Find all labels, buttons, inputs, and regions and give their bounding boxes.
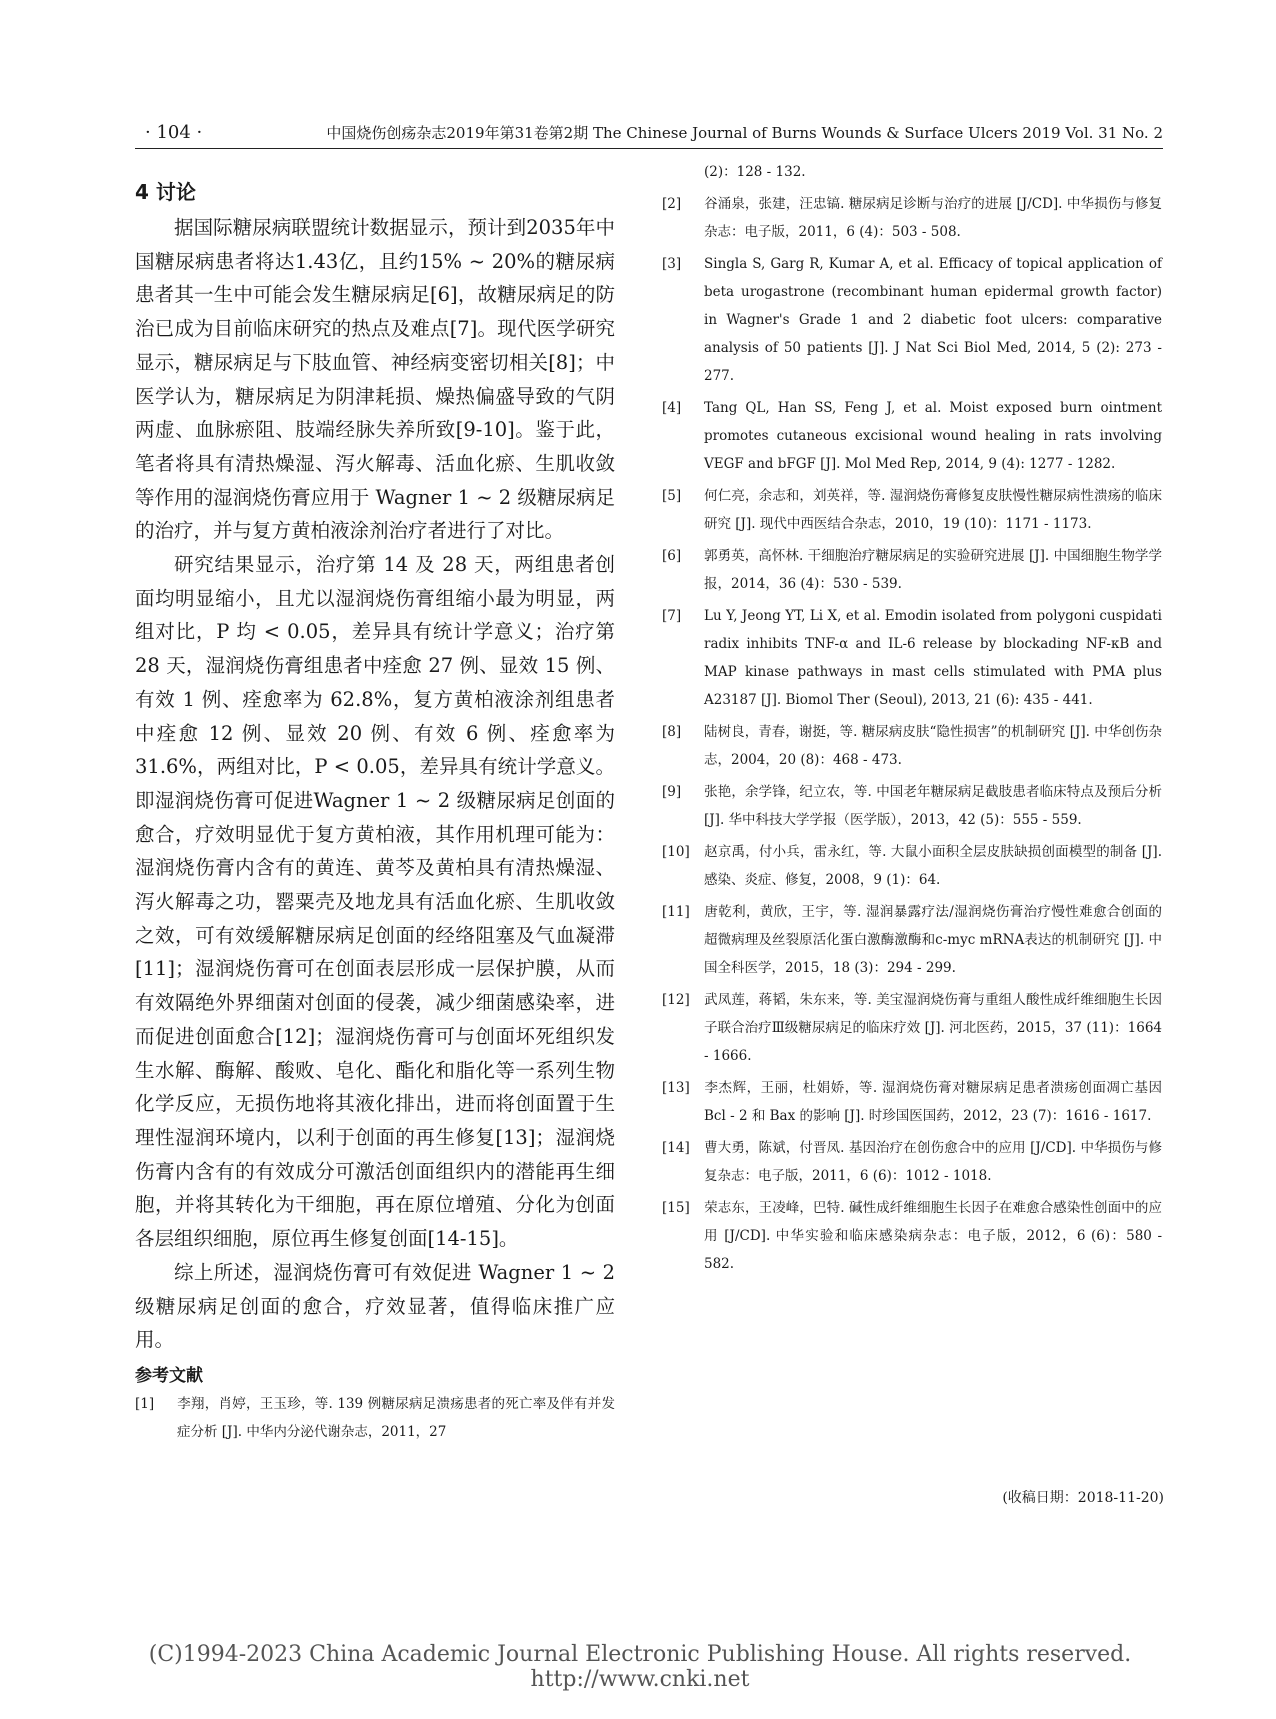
reference-number: [3] [662,256,682,272]
reference-number: [6] [662,548,682,564]
reference-item [662,986,1162,1070]
reference-text: 赵京禹，付小兵，雷永红，等. 大鼠小面积全层皮肤缺损创面模型的制备 [J]. 感染、炎症、修复，2008，9 (1)：64. [704,844,1162,888]
reference-number: [10] [662,844,690,860]
section-title: 4 讨论 [135,180,196,204]
header-rule [135,148,1163,149]
references-title: 参考文献 [135,1365,203,1386]
received-date: (收稿日期：2018-11-20) [1002,1490,1164,1506]
reference-number: [8] [662,724,682,740]
reference-item [662,838,1162,894]
reference-number: [1] [135,1395,155,1412]
reference-number: [14] [662,1140,690,1156]
paragraph: 研究结果显示，治疗第 14 及 28 天，两组患者创面均明显缩小，且尤以湿润烧伤膏组缩小最为明显，两组对比，P 均 < 0.05，差异具有统计学意义；治疗第 28 天，湿润烧伤膏组患者中痊愈 27 例、显效 15 例、有效 1 例、痊愈率为 62.8%，复方黄柏液涂剂组患者中痊愈 12 例、显效 20 例、有效 6 例、痊愈率为 31.6%，两组对比，P < 0.05，差异具有统计学意义。即湿润烧伤膏可促进Wagner 1 ~ 2 级糖尿病足创面的愈合，疗效明显优于复方黄柏液，其作用机理可能为：湿润烧伤膏内含有的黄连、黄芩及黄柏具有清热燥湿、泻火解毒之功，罂粟壳及地龙具有活血化瘀、生肌收敛之效，可有效缓解糖尿病足创面的经络阻塞及气血凝滞[11]；湿润烧伤膏可在创面表层形成一层保护膜，从而有效隔绝外界细菌对创面的侵袭，减少细菌感染率，进而促进创面愈合[12]；湿润烧伤膏可与创面坏死组织发生水解、酶解、酸败、皂化、酯化和脂化等一系列生物化学反应，无损伤地将其液化排出，进而将创面置于生理性湿润环境内，以利于创面的再生修复[13]；湿润烧伤膏内含有的有效成分可激活创面组织内的潜能再生细胞，并将其转化为干细胞，再在原位增殖、分化为创面各层组织细胞，原位再生修复创面[14-15]。 [135,553,615,1251]
reference-item [662,250,1162,390]
left-column [135,170,615,1450]
reference-number: [11] [662,904,690,920]
reference-text: 李杰辉，王丽，杜娟娇，等. 湿润烧伤膏对糖尿病足患者溃疡创面凋亡基因 Bcl - 2 和 Bax 的影响 [J]. 时珍国医国药，2012，23 (7)：1616 - 1617. [704,1080,1162,1124]
copyright-footer: (C)1994-2023 China Academic Journal Electronic Publishing House. All rights reserved. http://www.cnki.net [148,1642,1132,1692]
reference-text: 郭勇英，高怀林. 干细胞治疗糖尿病足的实验研究进展 [J]. 中国细胞生物学学报，2014，36 (4)：530 - 539. [704,548,1162,592]
reference-text: 唐乾利，黄欣，王宇，等. 湿润暴露疗法/湿润烧伤膏治疗慢性难愈合创面的超微病理及丝裂原活化蛋白激酶激酶和c-myc mRNA表达的机制研究 [J]. 中国全科医学，2015，18 (3)：294 - 299. [704,904,1162,976]
reference-text: 陆树良，青春，谢挺，等. 糖尿病皮肤“隐性损害”的机制研究 [J]. 中华创伤杂志，2004，20 (8)：468 - 473. [704,724,1162,768]
reference-item [662,542,1162,598]
reference-item [662,482,1162,538]
reference-number: [13] [662,1080,690,1096]
right-column [662,158,1162,1282]
reference-item [662,1134,1162,1190]
reference-item [662,1194,1162,1278]
reference-number: [15] [662,1200,690,1216]
reference-number: [4] [662,400,682,416]
reference-number: [9] [662,784,682,800]
reference-number: [12] [662,992,690,1008]
reference-number: [5] [662,488,682,504]
reference-text: 武凤莲，蒋韬，朱东来，等. 美宝湿润烧伤膏与重组人酸性成纤维细胞生长因子联合治疗Ⅲ级糖尿病足的临床疗效 [J]. 河北医药，2015，37 (11)：1664 - 1666. [704,992,1162,1064]
journal-citation: 中国烧伤创疡杂志2019年第31卷第2期 The Chinese Journal of Burns Wounds & Surface Ulcers 2019 Vol. 31 No. 2 [326,124,1163,142]
reference-item [662,190,1162,246]
reference-text: Tang QL, Han SS, Feng J, et al. Moist exposed burn ointment promotes cutaneous excisional wound healing in rats involving VEGF and bFGF [J]. Mol Med Rep, 2014, 9 (4): 1277 - 1282. [704,400,1162,472]
reference-text: 荣志东，王凌峰，巴特. 碱性成纤维细胞生长因子在难愈合感染性创面中的应用 [J/CD]. 中华实验和临床感染病杂志：电子版，2012，6 (6)：580 - 582. [704,1200,1162,1272]
reference-continuation: (2)：128 - 132. [704,164,806,180]
reference-text: Lu Y, Jeong YT, Li X, et al. Emodin isolated from polygoni cuspidati radix inhibits TNF-α and IL-6 release by blockading NF-κB and MAP kinase pathways in mast cells stimulated with PMA plus A23187 [J]. Biomol Ther (Seoul), 2013, 21 (6): 435 - 441. [704,608,1162,708]
page-number: · 104 · [145,122,203,143]
running-header [145,118,1163,146]
reference-item [662,394,1162,478]
reference-text: Singla S, Garg R, Kumar A, et al. Efficacy of topical application of beta urogastrone (recombinant human epidermal growth factor) in Wagner's Grade 1 and 2 diabetic foot ulcers: comparative analysis of 50 patients [J]. J Nat Sci Biol Med, 2014, 5 (2): 273 - 277. [704,256,1162,384]
reference-item [662,898,1162,982]
reference-number: [7] [662,608,682,624]
paragraph: 综上所述，湿润烧伤膏可有效促进 Wagner 1 ~ 2 级糖尿病足创面的愈合，疗效显著，值得临床推广应用。 [135,1260,615,1352]
reference-text: 曹大勇，陈斌，付晋凤. 基因治疗在创伤愈合中的应用 [J/CD]. 中华损伤与修复杂志：电子版，2011，6 (6)：1012 - 1018. [704,1140,1162,1184]
reference-item [662,718,1162,774]
reference-item [662,1074,1162,1130]
reference-text: 张艳，余学锋，纪立农，等. 中国老年糖尿病足截肢患者临床特点及预后分析 [J]. 华中科技大学学报（医学版），2013，42 (5)：555 - 559. [704,784,1162,828]
reference-number: [2] [662,196,682,212]
reference-text: 谷涌泉，张建，汪忠镐. 糖尿病足诊断与治疗的进展 [J/CD]. 中华损伤与修复杂志：电子版，2011，6 (4)：503 - 508. [704,196,1162,240]
reference-list [662,190,1162,1278]
reference-text: 李翔，肖婷，王玉珍，等. 139 例糖尿病足溃疡患者的死亡率及伴有并发症分析 [J]. 中华内分泌代谢杂志，2011，27 [177,1395,615,1440]
reference-item [662,778,1162,834]
reference-item [135,1390,615,1446]
reference-text: 何仁亮，余志和，刘英祥，等. 湿润烧伤膏修复皮肤慢性糖尿病性溃疡的临床研究 [J]. 现代中西医结合杂志，2010，19 (10)：1171 - 1173. [704,488,1162,532]
reference-item [662,602,1162,714]
paragraph: 据国际糖尿病联盟统计数据显示，预计到2035年中国糖尿病患者将达1.43亿，且约15% ~ 20%的糖尿病患者其一生中可能会发生糖尿病足[6]，故糖尿病足的防治已成为目前临床研究的热点及难点[7]。现代医学研究显示，糖尿病足与下肢血管、神经病变密切相关[8]；中医学认为，糖尿病足为阴津耗损、燥热偏盛导致的气阴两虚、血脉瘀阻、肢端经脉失养所致[9-10]。鉴于此，笔者将具有清热燥湿、泻火解毒、活血化瘀、生肌收敛等作用的湿润烧伤膏应用于 Wagner 1 ~ 2 级糖尿病足的治疗，并与复方黄柏液涂剂治疗者进行了对比。 [135,216,615,543]
